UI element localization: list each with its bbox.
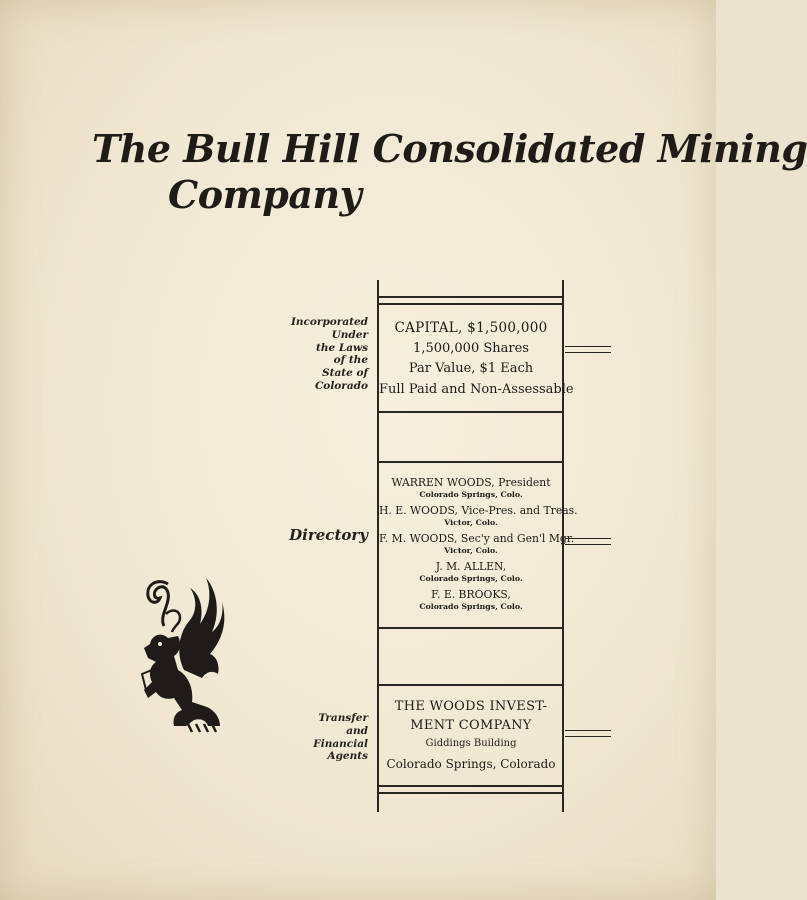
director-location: Victor, Colo. (444, 546, 498, 555)
company-title-line1: The Bull Hill Consolidated Mining (92, 126, 807, 171)
agent-city: Colorado Springs, Colorado (386, 757, 556, 771)
director-entry (379, 532, 575, 556)
director-entry (379, 504, 578, 528)
capital-amount: CAPITAL, $1,500,000 (394, 320, 548, 336)
director-name: F. M. WOODS, Sec'y and Gen'l Mgr. (379, 532, 575, 545)
top-rule-a (377, 296, 564, 298)
incorporation-line: Incorporated (290, 316, 368, 328)
transfer-label-line: and (346, 724, 368, 737)
incorporation-line: Under (331, 328, 368, 341)
griffin-icon (138, 574, 228, 736)
top-rule-b (377, 303, 564, 305)
directory-bottom-rule (377, 627, 564, 629)
capital-assessment: Full Paid and Non-Assessable (379, 381, 574, 397)
director-name: F. E. BROOKS, (431, 588, 511, 601)
director-entry (379, 588, 563, 612)
agents-side-double-rule (565, 730, 611, 737)
directory-label: Directory (289, 526, 368, 544)
capital-bottom-rule (377, 411, 564, 413)
agent-building: Giddings Building (425, 738, 517, 749)
incorporation-line: the Laws (316, 341, 368, 354)
transfer-agents-label (313, 712, 368, 763)
incorporation-line: State of (322, 367, 368, 380)
director-entry (379, 476, 563, 500)
director-name: WARREN WOODS, President (391, 476, 551, 489)
bottom-rule-b (377, 792, 564, 794)
director-location: Colorado Springs, Colo. (419, 602, 523, 611)
capital-block (379, 318, 574, 400)
director-name: J. M. ALLEN, (435, 560, 507, 573)
transfer-label-line: Financial (313, 737, 368, 750)
director-location: Colorado Springs, Colo. (419, 574, 523, 583)
transfer-agent-block (379, 697, 563, 775)
agent-company-line1: THE WOODS INVEST- (394, 699, 548, 714)
transfer-label-line: Transfer (318, 712, 368, 724)
company-title-line2: Company (168, 172, 362, 217)
capital-par-value: Par Value, $1 Each (408, 361, 534, 376)
capital-shares: 1,500,000 Shares (413, 340, 529, 356)
capital-side-double-rule (565, 346, 611, 353)
director-entry (379, 560, 563, 584)
director-name: H. E. WOODS, Vice-Pres. and Treas. (379, 504, 578, 517)
directory-top-rule (377, 461, 564, 463)
transfer-label-line: Agents (327, 750, 368, 763)
bottom-rule-a (377, 785, 564, 787)
incorporation-line: of the (333, 354, 368, 367)
directory-block (379, 476, 578, 616)
director-location: Victor, Colo. (444, 518, 498, 527)
incorporation-line: Colorado (314, 379, 368, 392)
director-location: Colorado Springs, Colo. (419, 490, 523, 499)
agents-top-rule (377, 684, 564, 686)
incorporation-label (291, 316, 368, 393)
agent-company-line2: MENT COMPANY (410, 718, 532, 733)
